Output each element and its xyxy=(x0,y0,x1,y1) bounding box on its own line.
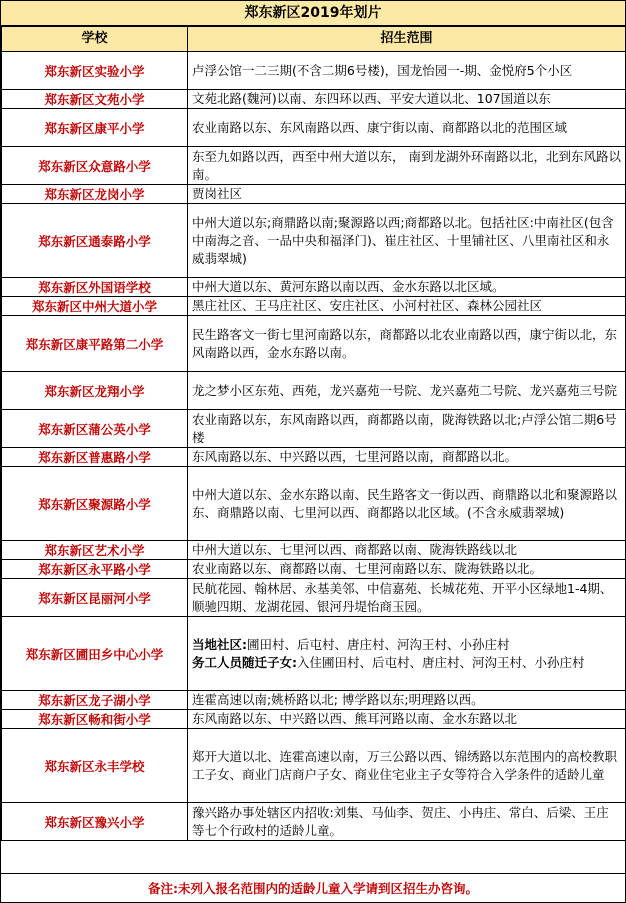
enrollment-range: 中州大道以东、金水东路以南、民生路客文一街以西、商鼎路以北和聚源路以东、商鼎路以南、七里河以西、商都路以北区域。(不含永威翡翠城) xyxy=(188,467,626,541)
school-name: 郑东新区畅和街小学 xyxy=(2,710,188,729)
enrollment-range: 中州大道以东、黄河东路以南以西、金水东路以北区域。 xyxy=(188,278,626,297)
enrollment-range: 郑开大道以北、连霍高速以南，万三公路以西、锦绣路以东范围内的高校教职工子女、商业门店商户子女、商业住宅业主子女等符合入学条件的适龄儿童 xyxy=(188,729,626,803)
range-text-migrant: 入住圃田村、后屯村、唐庄村、河沟王村、小孙庄村 xyxy=(297,654,585,670)
school-name: 郑东新区蒲公英小学 xyxy=(2,410,188,448)
enrollment-range: 黑庄社区、王马庄社区、安庄社区、小河村社区、森林公园社区 xyxy=(188,297,626,316)
table-row xyxy=(2,372,626,410)
table-row xyxy=(2,691,626,710)
enrollment-range: 东风南路以东、中兴路以西，七里河路以南，商都路以北。 xyxy=(188,448,626,467)
school-name: 郑东新区永平路小学 xyxy=(2,560,188,579)
table-header-row xyxy=(2,27,626,52)
table-row xyxy=(2,729,626,803)
enrollment-range xyxy=(188,617,626,691)
school-name: 郑东新区龙岗小学 xyxy=(2,185,188,204)
school-name: 郑东新区龙子湖小学 xyxy=(2,691,188,710)
school-name: 郑东新区永丰学校 xyxy=(2,729,188,803)
table-row xyxy=(2,52,626,90)
table-row xyxy=(2,448,626,467)
school-name: 郑东新区艺术小学 xyxy=(2,541,188,560)
enrollment-range: 东风南路以东、中兴路以西、熊耳河路以南、金水东路以北 xyxy=(188,710,626,729)
enrollment-range: 龙之梦小区东苑、西苑，龙兴嘉苑一号院、龙兴嘉苑二号院、龙兴嘉苑三号院 xyxy=(188,372,626,410)
school-name: 郑东新区实验小学 xyxy=(2,52,188,90)
table-row xyxy=(2,90,626,109)
school-name: 郑东新区聚源路小学 xyxy=(2,467,188,541)
enrollment-range: 中州大道以东;商鼎路以南;聚源路以西;商都路以北。包括社区:中南社区(包含中南海之音、一品中央和福泽门)、崔庄社区、十里铺社区、八里南社区和永威翡翠城) xyxy=(188,204,626,278)
table-row xyxy=(2,109,626,147)
school-name: 郑东新区龙翔小学 xyxy=(2,372,188,410)
school-name: 郑东新区康平路第二小学 xyxy=(2,316,188,372)
table-row xyxy=(2,803,626,841)
school-name: 郑东新区普惠路小学 xyxy=(2,448,188,467)
table-row xyxy=(2,316,626,372)
page-title: 郑东新区2019年划片 xyxy=(1,1,625,26)
table-row xyxy=(2,710,626,729)
enrollment-table xyxy=(1,26,626,841)
enrollment-range: 民航花园、翰林居、永基美邻、中信嘉苑、长城花苑、开平小区绿地1-4期、顺驰四期、龙湖花园、银河丹堤怡商玉园。 xyxy=(188,579,626,617)
school-name: 郑东新区文苑小学 xyxy=(2,90,188,109)
header-school: 学校 xyxy=(2,27,188,52)
school-name: 郑东新区外国语学校 xyxy=(2,278,188,297)
school-name: 郑东新区豫兴小学 xyxy=(2,803,188,841)
table-row xyxy=(2,297,626,316)
enrollment-range: 农业南路以东、东风南路以西、康宁街以南、商都路以北的范围区域 xyxy=(188,109,626,147)
table-row xyxy=(2,204,626,278)
enrollment-range: 民生路客文一街七里河南路以东，商都路以北农业南路以西，康宁街以北，东风南路以西，金水东路以南。 xyxy=(188,316,626,372)
school-name: 郑东新区康平小学 xyxy=(2,109,188,147)
table-row xyxy=(2,467,626,541)
enrollment-range: 文苑北路(魏河)以南、东四环以西、平安大道以北、107国道以东 xyxy=(188,90,626,109)
table-row xyxy=(2,617,626,691)
school-name: 郑东新区通泰路小学 xyxy=(2,204,188,278)
range-label-migrant: 务工人员随迁子女: xyxy=(192,654,297,670)
enrollment-range: 农业南路以东，东风南路以西，商都路以南，陇海铁路以北;卢浮公馆二期6号楼 xyxy=(188,410,626,448)
enrollment-range: 农业南路以东、商都路以南、七里河南路以东、陇海铁路以北。 xyxy=(188,560,626,579)
range-label-local: 当地社区: xyxy=(192,636,247,652)
enrollment-range: 豫兴路办事处辖区内招收:刘集、马仙李、贺庄、小冉庄、常白、后梁、王庄等七个行政村的适龄儿童。 xyxy=(188,803,626,841)
school-name: 郑东新区昆丽河小学 xyxy=(2,579,188,617)
enrollment-range: 中州大道以东、七里河以西、商都路以南、陇海铁路线以北 xyxy=(188,541,626,560)
table-row xyxy=(2,560,626,579)
table-row xyxy=(2,185,626,204)
footnote: 备注:未列入报名范围内的适龄儿童入学请到区招生办咨询。 xyxy=(1,873,625,903)
header-range: 招生范围 xyxy=(188,27,626,52)
school-name: 郑东新区中州大道小学 xyxy=(2,297,188,316)
enrollment-range: 连霍高速以南;姚桥路以北; 博学路以东;明理路以西。 xyxy=(188,691,626,710)
table-row xyxy=(2,541,626,560)
enrollment-range: 贾岗社区 xyxy=(188,185,626,204)
table-row xyxy=(2,278,626,297)
range-text-local: 圃田村、后屯村、唐庄村、河沟王村、小孙庄村 xyxy=(247,636,510,652)
enrollment-range: 卢浮公馆一二三期(不含二期6号楼)，国龙怡园一-期、金悦府5个小区 xyxy=(188,52,626,90)
table-row xyxy=(2,147,626,185)
table-row xyxy=(2,579,626,617)
enrollment-range: 东至九如路以西，西至中州大道以东， 南到龙湖外环南路以北，北到东风路以南。 xyxy=(188,147,626,185)
school-name: 郑东新区圃田乡中心小学 xyxy=(2,617,188,691)
school-name: 郑东新区众意路小学 xyxy=(2,147,188,185)
table-row xyxy=(2,410,626,448)
